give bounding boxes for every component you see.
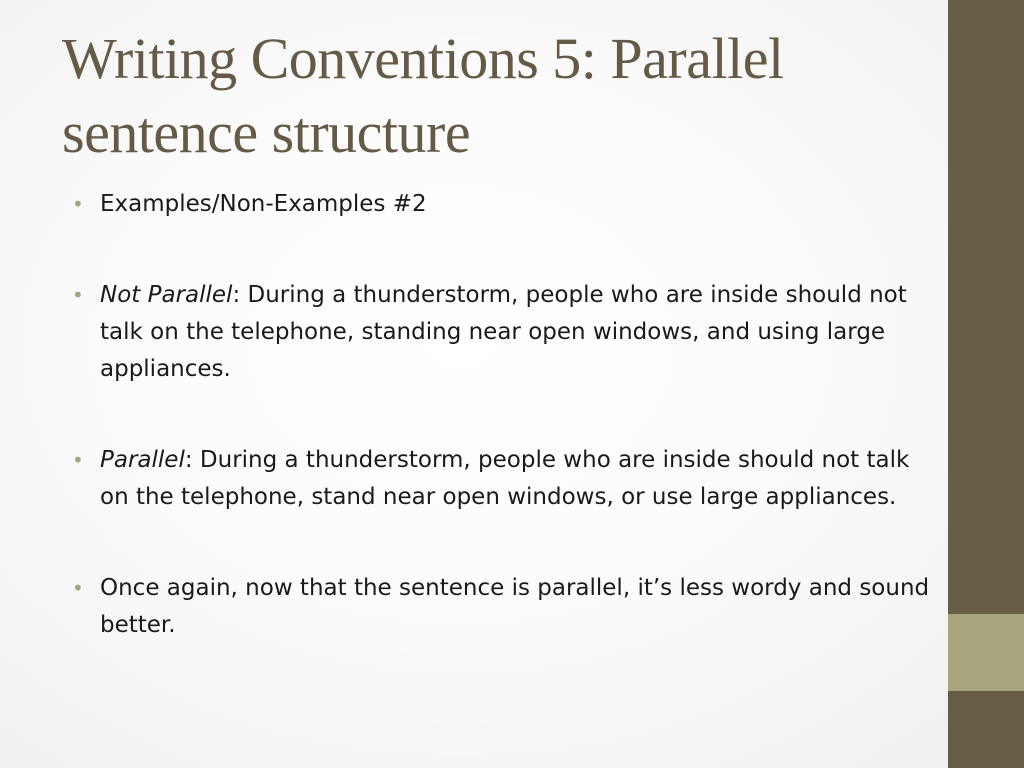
bullet-list: [72, 186, 942, 644]
decorative-side-accent: [948, 614, 1024, 691]
bullet-text: : During a thunderstorm, people who are inside should not talk on the telephone, standing near open windows, and using large appliances.: [100, 282, 907, 382]
bullet-icon: •: [72, 576, 84, 600]
slide-title: Writing Conventions 5: Parallel sentence structure: [62, 26, 784, 165]
bullet-text: Once again, now that the sentence is parallel, it’s less wordy and sound better.: [100, 575, 930, 638]
bullet-item-examples-heading: [72, 186, 942, 223]
bullet-icon: •: [72, 192, 84, 216]
bullet-text: Examples/Non-Examples #2: [100, 191, 427, 217]
bullet-label: Parallel: [100, 447, 185, 473]
bullet-icon: •: [72, 448, 84, 472]
bullet-icon: •: [72, 283, 84, 307]
bullet-text: : During a thunderstorm, people who are inside should not talk on the telephone, stand near open windows, or use large appliances.: [100, 447, 910, 510]
bullet-item-conclusion: [72, 570, 942, 644]
bullet-item-parallel: [72, 442, 942, 516]
bullet-label: Not Parallel: [100, 282, 233, 308]
bullet-item-not-parallel: [72, 277, 942, 388]
